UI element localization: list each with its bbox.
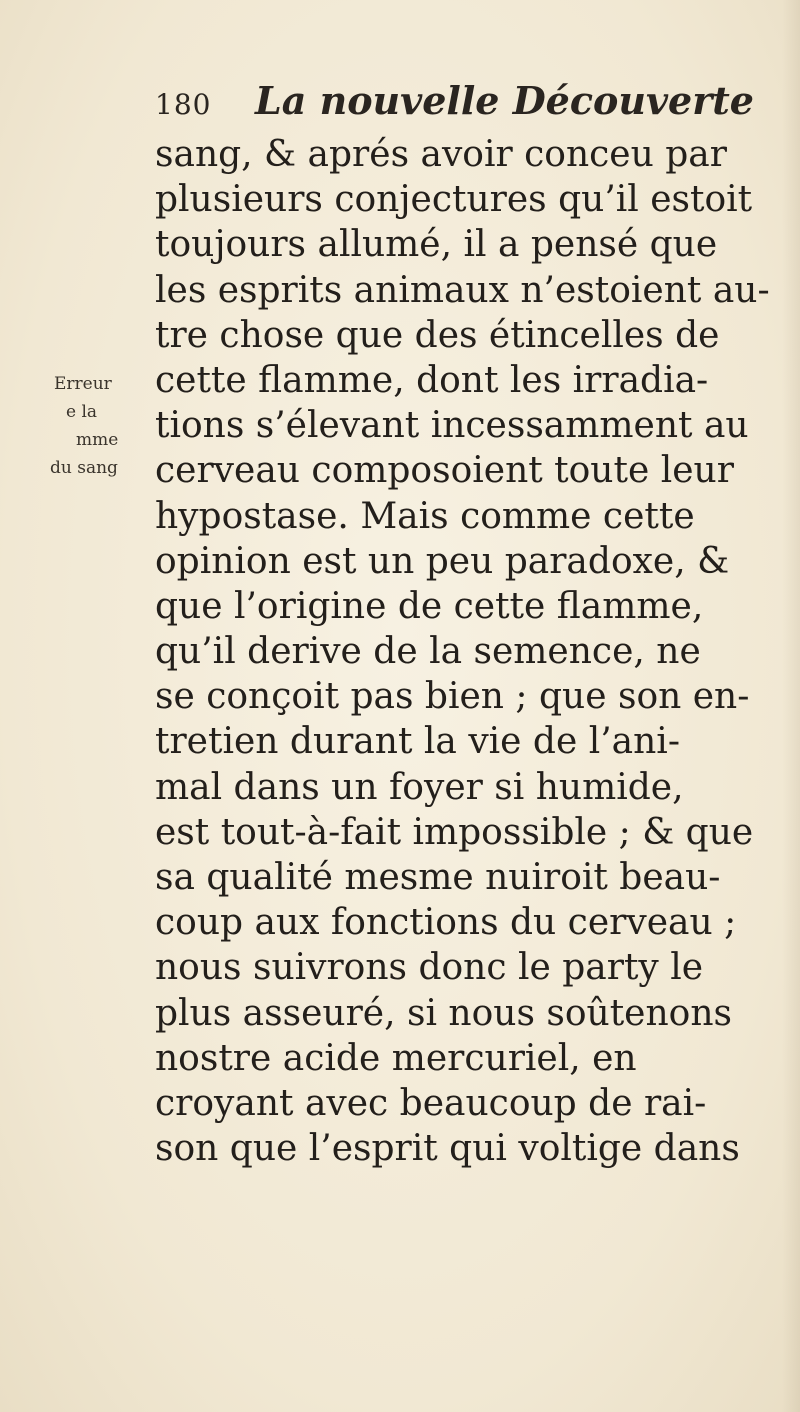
text-line: se conçoit pas bien ; que son en-: [155, 676, 750, 718]
text-line: plus asseuré, si nous soûtenons: [155, 992, 732, 1034]
text-line: cette flamme, dont les irradia-: [155, 359, 709, 401]
text-line: opinion est un peu paradoxe, &: [155, 540, 730, 582]
text-line: coup aux fonctions du cerveau ;: [155, 902, 737, 944]
text-line: que l’origine de cette flamme,: [155, 585, 704, 627]
text-line: tions s’élevant incessamment au: [155, 405, 749, 447]
margin-note-line: e la: [66, 402, 98, 422]
text-line: mal dans un foyer si humide,: [155, 766, 684, 808]
text-line: nous suivrons donc le party le: [155, 947, 704, 989]
page-number: 180: [155, 88, 212, 121]
margin-note-line: Erreur: [54, 374, 112, 394]
page-header: [155, 78, 755, 128]
text-line: les esprits animaux n’estoient au-: [155, 269, 770, 311]
text-line: tretien durant la vie de l’ani-: [155, 721, 680, 763]
text-line: son que l’esprit qui voltige dans: [155, 1128, 740, 1170]
running-title: La nouvelle Découverte: [255, 78, 754, 123]
text-line: tre chose que des étincelles de: [155, 314, 720, 356]
text-line: toujours allumé, il a pensé que: [155, 224, 718, 266]
text-line: sang, & aprés avoir conceu par: [155, 134, 727, 175]
text-line: hypostase. Mais comme cette: [155, 495, 695, 537]
text-line: qu’il derive de la semence, ne: [155, 631, 701, 673]
text-line: est tout-à-fait impossible ; & que: [155, 811, 754, 853]
text-line: croyant avec beaucoup de rai-: [155, 1082, 707, 1124]
margin-note-line: mme: [76, 430, 119, 450]
text-line: cerveau composoient toute leur: [155, 450, 734, 492]
text-line: plusieurs conjectures qu’il estoit: [155, 179, 753, 221]
text-line: sa qualité mesme nuiroit beau-: [155, 857, 721, 898]
margin-note-line: du sang: [50, 458, 118, 478]
margin-note: [36, 370, 146, 482]
body-text: [155, 132, 795, 1171]
text-line: nostre acide mercuriel, en: [155, 1037, 637, 1079]
